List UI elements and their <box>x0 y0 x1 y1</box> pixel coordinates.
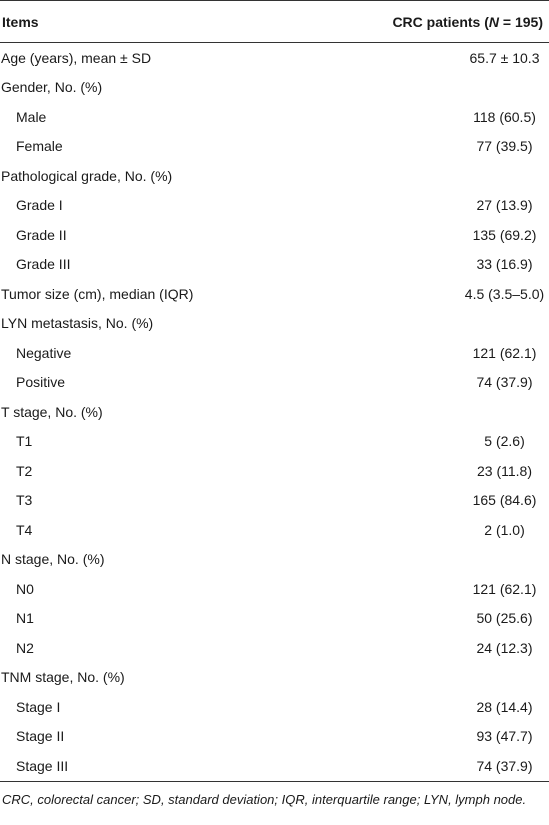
header-crc-patients <box>300 1 549 43</box>
row-value: 24 (12.3) <box>476 639 533 656</box>
row-sub-label: T2 <box>16 462 33 479</box>
row-value: 33 (16.9) <box>476 256 533 273</box>
row-sub-label: Grade I <box>16 197 63 214</box>
row-sub-label: Stage II <box>16 728 65 745</box>
table-row <box>0 161 549 191</box>
table-row <box>0 486 549 516</box>
row-value: 118 (60.5) <box>473 108 536 125</box>
row-sub-label: Male <box>16 108 47 125</box>
table-row <box>0 368 549 398</box>
row-value: 5 (2.6) <box>484 433 525 450</box>
row-sub-label: Grade III <box>16 256 71 273</box>
table-row <box>0 574 549 604</box>
row-value: 50 (25.6) <box>476 610 533 627</box>
table-row <box>0 397 549 427</box>
table-footnote: CRC, colorectal cancer; SD, standard deviation; IQR, interquartile range; LYN, lymph node. <box>2 791 527 807</box>
row-value <box>300 545 549 575</box>
table-row <box>0 751 549 781</box>
row-sub-label: Positive <box>16 374 66 391</box>
table-row <box>0 191 549 221</box>
row-value: 74 (37.9) <box>300 751 549 781</box>
row-label: LYN metastasis, No. (%) <box>1 315 154 332</box>
header-crc-prefix: CRC patients ( <box>392 13 489 30</box>
row-label: Age (years), mean ± SD <box>1 49 152 66</box>
row-value: 65.7 ± 10.3 <box>469 49 540 66</box>
table-row <box>0 338 549 368</box>
row-value: 77 (39.5) <box>476 138 533 155</box>
row-value: 2 (1.0) <box>484 521 525 538</box>
header-items: Items <box>0 1 300 43</box>
table-row <box>0 633 549 663</box>
table-row <box>0 250 549 280</box>
row-value: 27 (13.9) <box>476 197 533 214</box>
table-row <box>0 604 549 634</box>
row-value: 135 (69.2) <box>472 226 537 243</box>
row-value <box>300 663 549 693</box>
table-row <box>0 279 549 309</box>
header-crc-suffix: = 195) <box>499 13 543 30</box>
table-row <box>0 102 549 132</box>
row-value: 121 (62.1) <box>472 344 537 361</box>
row-sub-label: T1 <box>16 433 33 450</box>
row-sub-label: N1 <box>16 610 34 627</box>
row-sub-label: Stage I <box>16 698 61 715</box>
row-value <box>300 161 549 191</box>
row-sub-label: Female <box>16 138 63 155</box>
table-row <box>0 73 549 103</box>
table-row <box>0 427 549 457</box>
row-value: 23 (11.8) <box>477 462 532 479</box>
row-sub-label: T3 <box>16 492 33 509</box>
table-row <box>0 722 549 752</box>
row-label: TNM stage, No. (%) <box>1 669 125 686</box>
row-sub-label: Grade II <box>16 226 67 243</box>
row-value <box>300 309 549 339</box>
row-sub-label: N0 <box>16 580 34 597</box>
row-label: T stage, No. (%) <box>1 403 103 420</box>
table-row <box>0 456 549 486</box>
row-sub-label: Negative <box>16 344 72 361</box>
row-label: Pathological grade, No. (%) <box>1 167 173 184</box>
table-header-row <box>0 1 549 43</box>
table-row <box>0 220 549 250</box>
row-value: 74 (37.9) <box>476 374 533 391</box>
row-value <box>300 397 549 427</box>
row-value: 28 (14.4) <box>476 698 533 715</box>
row-value: 121 (62.1) <box>472 580 537 597</box>
row-label: Tumor size (cm), median (IQR) <box>1 285 194 302</box>
table-row <box>0 545 549 575</box>
row-value: 165 (84.6) <box>472 492 537 509</box>
row-sub-label: T4 <box>16 521 33 538</box>
row-label: N stage, No. (%) <box>1 551 105 568</box>
table-row <box>0 663 549 693</box>
row-sub-label: Stage III <box>0 751 300 781</box>
row-label: Gender, No. (%) <box>1 79 103 96</box>
table-row <box>0 43 549 73</box>
table-row <box>0 309 549 339</box>
row-sub-label: N2 <box>16 639 34 656</box>
table-body <box>0 43 549 782</box>
table-row <box>0 515 549 545</box>
row-value: 93 (47.7) <box>476 728 533 745</box>
row-value <box>300 73 549 103</box>
table-row <box>0 132 549 162</box>
header-crc-n: N <box>488 13 500 30</box>
row-value: 4.5 (3.5–5.0) <box>464 285 545 302</box>
table-row <box>0 692 549 722</box>
